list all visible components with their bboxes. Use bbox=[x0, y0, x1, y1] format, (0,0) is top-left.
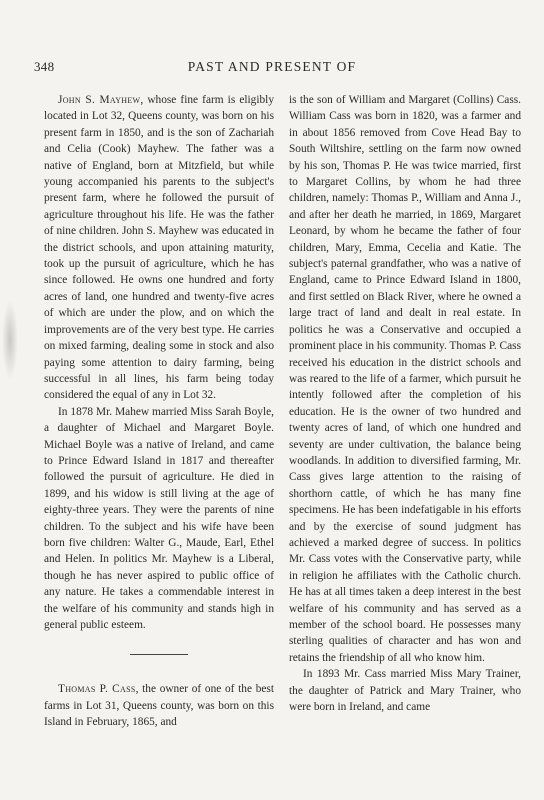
paragraph-mayhew-family bbox=[44, 404, 274, 634]
subject-name-mayhew: John S. Mayhew bbox=[58, 94, 141, 106]
page-number: 348 bbox=[34, 59, 55, 74]
paragraph-text: In 1893 Mr. Cass married Miss Mary Trainer, the daughter of Patrick and Mary Trainer, who were born in Ireland, and came bbox=[289, 668, 521, 714]
paragraph-text: In 1878 Mr. Mahew married Miss Sarah Boyle, a daughter of Michael and Margaret Boyle. Michael Boyle was a native of Ireland, and came to Prince Edward Island in 1817 and thereafter followed the pursuit of agriculture. He died in 1899, and his widow is still living at the age of eighty-three years. They were the parents of nine children. To the subject and his wife have been born five children: Walter G., Maude, Earl, Ethel and Helen. In politics Mr. Mayhew is a Liberal, though he has never aspired to public office of any nature. He takes a commendable interest in the welfare of his community and stands high in general public esteem. bbox=[44, 405, 274, 631]
paragraph-mayhew-bio bbox=[44, 92, 274, 404]
running-head: PAST AND PRESENT OF bbox=[187, 59, 357, 74]
paragraph-cass-bio-continued bbox=[289, 92, 521, 666]
paragraph-cass-bio-start bbox=[44, 681, 274, 730]
left-column bbox=[44, 92, 274, 731]
right-column bbox=[289, 92, 521, 715]
paragraph-text: , the owner of one of the best farms in Lot 31, Queens county, was born on this Island in February, 1865, and bbox=[44, 683, 274, 729]
subject-name-cass: Thomas P. Cass bbox=[58, 683, 136, 696]
scan-artifact bbox=[2, 300, 18, 380]
section-divider bbox=[130, 654, 188, 655]
paragraph-text: is the son of William and Margaret (Collins) Cass. William Cass was born in 1820, was a farmer and in about 1856 removed from Cove Head Bay to South Wiltshire, settling on the farm now owned by his son, Thomas P. He was twice married, first to Margaret Collins, by whom he had three children, namely: Thomas P., William and Anna J., and after her death he married, in 1869, Margaret Leonard, by whom he became the father of four children, Mary, Emma, Cecelia and Katie. The subject's paternal grandfather, who was a native of England, came to Prince Edward Island in 1800, and first settled on Black River, where he owned a large tract of land and dealt in real estate. In politics he was a Conservative and occupied a prominent place in his community. Thomas P. Cass received his education in the district schools and was reared to the life of a farmer, which pursuit he intently followed after the completion of his education. He is the owner of two hundred and twenty acres of land, of which one hundred and seventy are under cultivation, the balance being woodlands. In addition to diversified farming, Mr. Cass gives large attention to the raising of shorthorn cattle, of which he has many fine specimens. He has been indefatigable in his efforts and by the exercise of sound judgment has achieved a marked degree of success. In politics Mr. Cass votes with the Conservative party, while in religion he affiliates with the Catholic church. He has at all times taken a deep interest in the best welfare of his community and has served as a member of the school board. He possesses many sterling qualities of character and has won and retains the friendship of all who know him. bbox=[289, 94, 521, 664]
paragraph-cass-marriage bbox=[289, 666, 521, 715]
paragraph-text: , whose fine farm is eligibly located in Lot 32, Queens county, was born on his present farm in 1850, and is the son of Zachariah and Celia (Cook) Mayhew. The father was a native of England, born at Mitzfield, but while young accompanied his parents to the subject's present farm, where he followed the pursuit of agriculture throughout his life. He was the father of nine children. John S. Mayhew was educated in the district schools, and upon attaining maturity, took up the pursuit of agriculture, which he has since followed. He owns one hundred and forty acres of land, one hundred and twenty-five acres of which are under the plow, and on which the improvements are of the very best type. He carries on mixed farming, dealing some in stock and also paying some attention to dairy farming, being successful in all lines, his farm being today considered the equal of any in Lot 32. bbox=[44, 94, 275, 402]
